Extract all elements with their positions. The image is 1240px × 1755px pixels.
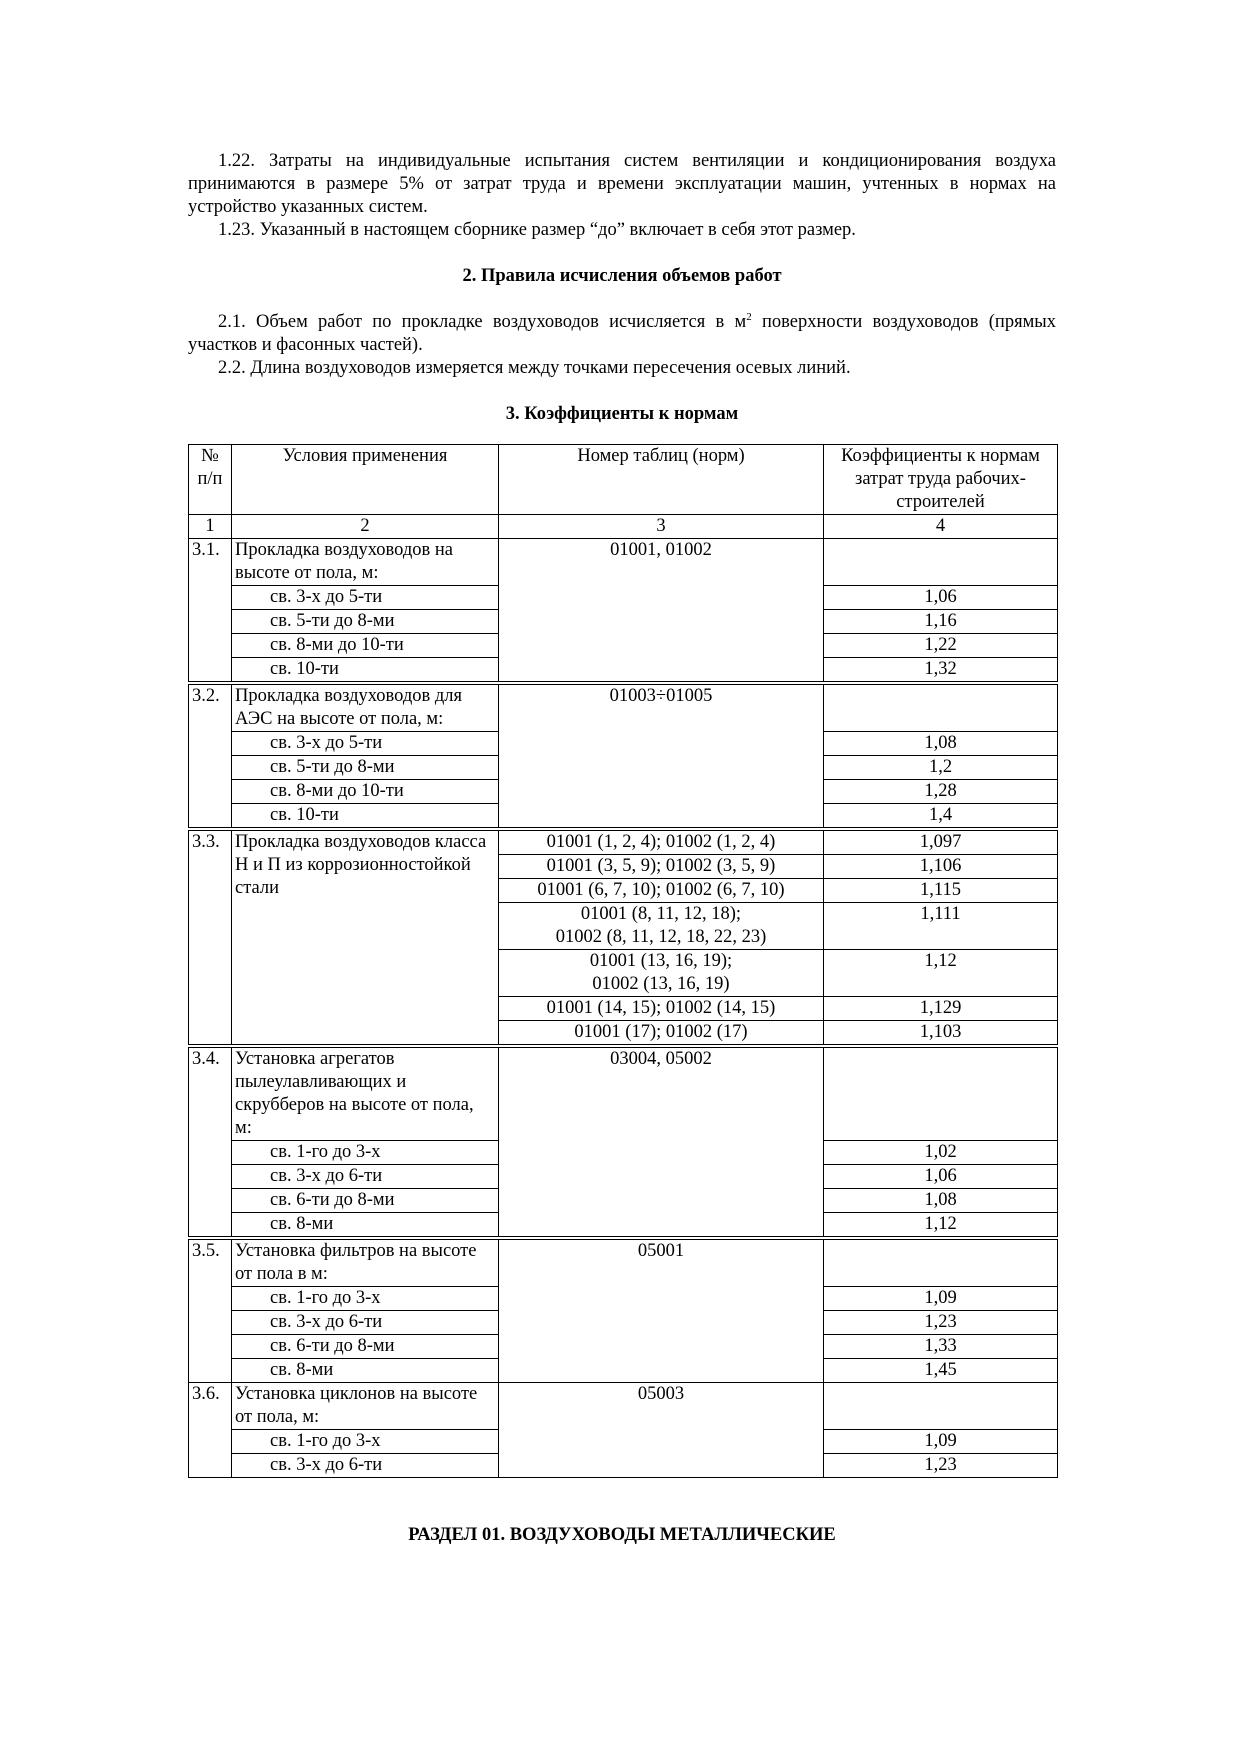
condition-cell: Установка циклонов на высоте от пола, м: [232, 1383, 499, 1430]
condition-subitem: св. 3-х до 5-ти [232, 732, 499, 756]
table-numbers-cell: 05001 [499, 1238, 824, 1383]
table-row [189, 829, 1058, 855]
condition-cell: Установка агрегатов пылеулавливающих и скрубберов на высоте от пола, м: [232, 1046, 499, 1141]
table-numbers-cell: 05003 [499, 1383, 824, 1478]
coefficient-cell: 1,02 [824, 1141, 1058, 1165]
coefficient-cell: 1,45 [824, 1359, 1058, 1383]
condition-subitem: св. 3-х до 6-ти [232, 1454, 499, 1478]
table-row [189, 1046, 1058, 1141]
section-3-title: 3. Коэффициенты к нормам [505, 404, 739, 424]
table-row [189, 1238, 1058, 1287]
condition-subitem: св. 3-х до 6-ти [232, 1311, 499, 1335]
row-number: 3.4. [189, 1046, 232, 1238]
condition-subitem: св. 5-ти до 8-ми [232, 756, 499, 780]
coefficient-cell: 1,115 [824, 879, 1058, 903]
table-row [189, 539, 1058, 586]
condition-subitem: св. 8-ми [232, 1359, 499, 1383]
coefficient-cell: 1,23 [824, 1454, 1058, 1478]
coefficient-cell: 1,12 [824, 950, 1058, 997]
coefficient-cell: 1,4 [824, 804, 1058, 830]
coefficient-cell [824, 1238, 1058, 1287]
coefficient-cell: 1,08 [824, 1189, 1058, 1213]
row-number: 3.6. [189, 1383, 232, 1478]
header-table-numbers: Номер таблиц (норм) [499, 445, 824, 515]
paragraph-2-2: 2.2. Длина воздуховодов измеряется между точками пересечения осевых линий. [218, 358, 851, 378]
condition-cell: Установка фильтров на высоте от пола в м: [232, 1238, 499, 1287]
coefficient-cell: 1,097 [824, 829, 1058, 855]
coefficient-cell: 1,22 [824, 634, 1058, 658]
paragraph-2-1-text-end: поверхности воздуховодов (прямых участков и фасонных частей). [188, 312, 1056, 355]
column-number-row [189, 515, 1058, 539]
document-page [188, 150, 1056, 1547]
condition-subitem: св. 1-го до 3-х [232, 1430, 499, 1454]
column-number: 3 [499, 515, 824, 539]
coefficient-cell: 1,28 [824, 780, 1058, 804]
condition-subitem: св. 10-ти [232, 804, 499, 830]
coefficient-cell: 1,103 [824, 1021, 1058, 1047]
coefficient-cell: 1,06 [824, 586, 1058, 610]
coefficient-cell: 1,16 [824, 610, 1058, 634]
coefficient-cell: 1,106 [824, 855, 1058, 879]
header-number: № п/п [189, 445, 232, 515]
table-numbers-cell [499, 950, 824, 997]
coefficient-cell: 1,32 [824, 658, 1058, 684]
coefficient-cell: 1,06 [824, 1165, 1058, 1189]
coefficient-cell: 1,33 [824, 1335, 1058, 1359]
condition-subitem: св. 6-ти до 8-ми [232, 1335, 499, 1359]
coefficient-cell: 1,09 [824, 1287, 1058, 1311]
table-numbers-line: 01001 (8, 11, 12, 18); [580, 904, 742, 924]
row-number: 3.2. [189, 683, 232, 829]
coefficient-cell: 1,08 [824, 732, 1058, 756]
condition-subitem: св. 8-ми до 10-ти [232, 780, 499, 804]
table-numbers-cell: 01001 (1, 2, 4); 01002 (1, 2, 4) [499, 829, 824, 855]
coefficient-cell: 1,09 [824, 1430, 1058, 1454]
coefficient-cell: 1,2 [824, 756, 1058, 780]
coefficient-cell: 1,111 [824, 903, 1058, 950]
coefficient-cell [824, 1046, 1058, 1141]
paragraph-1-23: 1.23. Указанный в настоящем сборнике размер “до” включает в себя этот размер. [218, 220, 856, 240]
coefficient-cell [824, 1383, 1058, 1430]
table-numbers-cell: 01001 (17); 01002 (17) [499, 1021, 824, 1047]
header-conditions: Условия применения [232, 445, 499, 515]
table-numbers-cell: 01001 (14, 15); 01002 (14, 15) [499, 997, 824, 1021]
condition-subitem: св. 6-ти до 8-ми [232, 1189, 499, 1213]
table-numbers-line: 01002 (13, 16, 19) [592, 974, 730, 994]
condition-subitem: св. 3-х до 5-ти [232, 586, 499, 610]
condition-subitem: св. 1-го до 3-х [232, 1141, 499, 1165]
header-coefficients: Коэффициенты к нормам затрат труда рабочих-строителей [824, 445, 1058, 515]
table-numbers-cell: 01001 (3, 5, 9); 01002 (3, 5, 9) [499, 855, 824, 879]
paragraph-1-22: 1.22. Затраты на индивидуальные испытания систем вентиляции и кондиционирования воздуха принимаются в размере 5% от затрат труда и времени эксплуатации машин, учтенных в нормах на устройство указанных систем. [188, 151, 1056, 217]
coefficients-table [188, 444, 1058, 1478]
condition-subitem: св. 1-го до 3-х [232, 1287, 499, 1311]
condition-subitem: св. 3-х до 6-ти [232, 1165, 499, 1189]
coefficient-cell: 1,23 [824, 1311, 1058, 1335]
coefficient-cell: 1,12 [824, 1213, 1058, 1239]
paragraph-2-1-text: 2.1. Объем работ по прокладке воздуховодов исчисляется в м [218, 312, 747, 332]
column-number: 4 [824, 515, 1058, 539]
table-numbers-line: 01002 (8, 11, 12, 18, 22, 23) [555, 927, 767, 947]
table-numbers-cell: 01003÷01005 [499, 683, 824, 829]
condition-subitem: св. 8-ми [232, 1213, 499, 1239]
table-row [189, 683, 1058, 732]
condition-subitem: св. 8-ми до 10-ти [232, 634, 499, 658]
paragraph-2-1-superscript: 2 [746, 311, 752, 323]
table-numbers-cell: 01001 (6, 7, 10); 01002 (6, 7, 10) [499, 879, 824, 903]
row-number: 3.3. [189, 829, 232, 1046]
column-number: 2 [232, 515, 499, 539]
condition-cell: Прокладка воздуховодов класса Н и П из коррозионностойкой стали [232, 829, 499, 1046]
row-number: 3.1. [189, 539, 232, 684]
table-numbers-cell: 03004, 05002 [499, 1046, 824, 1238]
column-number: 1 [189, 515, 232, 539]
condition-cell: Прокладка воздуховодов для АЭС на высоте от пола, м: [232, 683, 499, 732]
table-numbers-cell [499, 903, 824, 950]
coefficient-cell [824, 539, 1058, 586]
table-row [189, 1383, 1058, 1430]
coefficient-cell [824, 683, 1058, 732]
table-numbers-cell: 01001, 01002 [499, 539, 824, 684]
row-number: 3.5. [189, 1238, 232, 1383]
table-header-row [189, 445, 1058, 515]
section-2-title: 2. Правила исчисления объемов работ [462, 266, 782, 286]
paragraph-2-1 [188, 311, 1056, 357]
condition-cell: Прокладка воздуховодов на высоте от пола, м: [232, 539, 499, 586]
condition-subitem: св. 10-ти [232, 658, 499, 684]
coefficient-cell: 1,129 [824, 997, 1058, 1021]
table-numbers-line: 01001 (13, 16, 19); [589, 951, 733, 971]
section-01-title: РАЗДЕЛ 01. ВОЗДУХОВОДЫ МЕТАЛЛИЧЕСКИЕ [408, 1525, 836, 1545]
condition-subitem: св. 5-ти до 8-ми [232, 610, 499, 634]
